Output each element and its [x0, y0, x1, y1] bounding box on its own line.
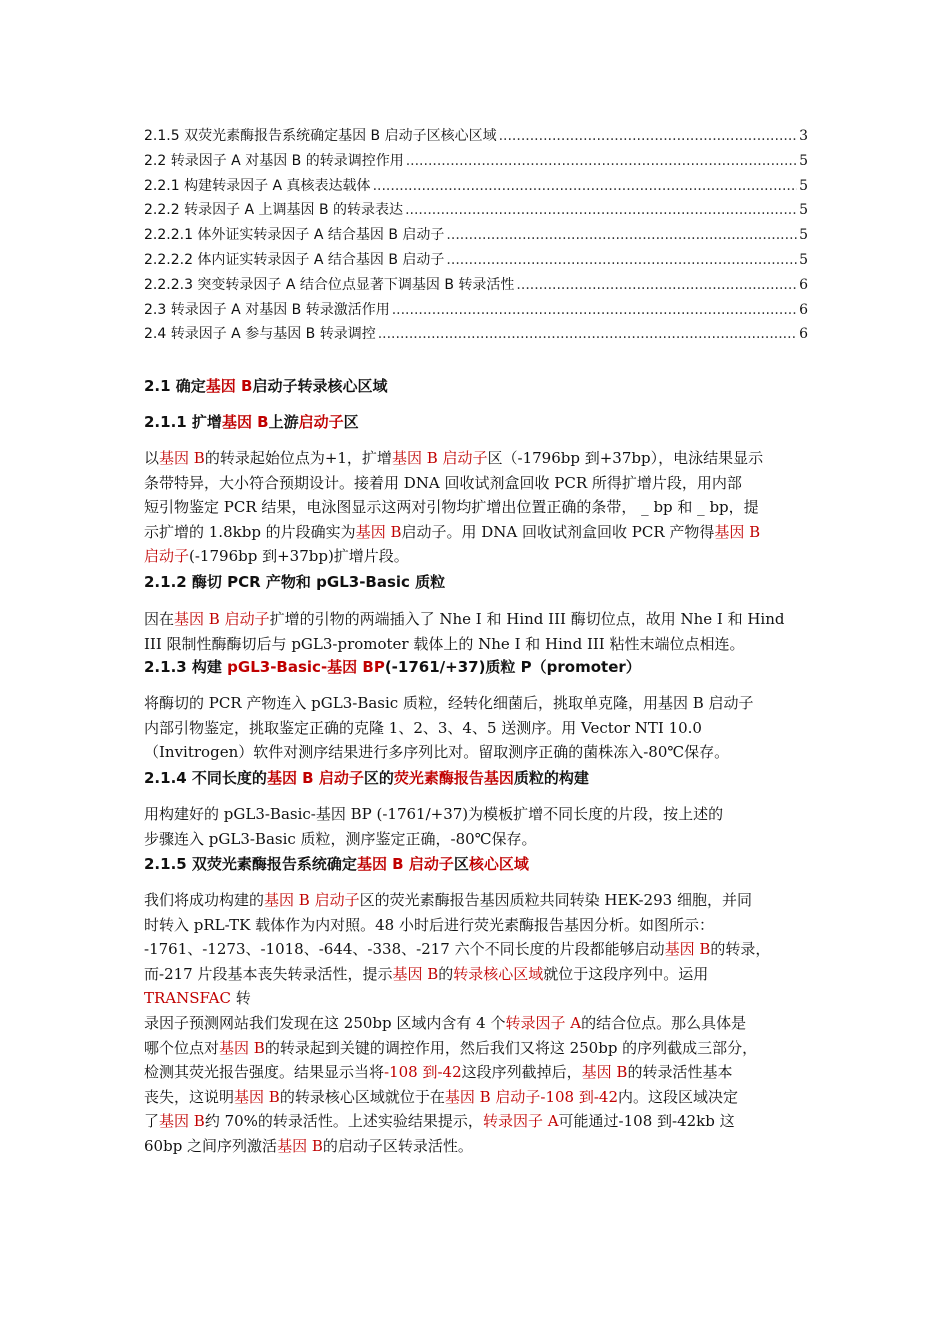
paragraph-2-1-3: 将酶切的 PCR 产物连入 pGL3-Basic 质粒，经转化细菌后，挑取单克隆，用基因 B 启动子 内部引物鉴定，挑取鉴定正确的克隆 1、2、3、4、5 送测序。用 Vector NTI 10.0 （Invitrogen）软件对测序结果进行多序列比对。留取测序正确的菌株冻入-80℃保存。 [144, 694, 754, 762]
toc-entry[interactable]: 2.2.2.3 突变转录因子 A 结合位点显著下调基因 B 转录活性 ..... 6 [144, 273, 808, 298]
toc-entry[interactable]: 2.2.2.2 体内证实转录因子 A 结合基因 B 启动子 ..... 5 [144, 248, 808, 273]
paragraph-2-1-5: 我们将成功构建的基因 B 启动子区的荧光素酶报告基因质粒共同转染 HEK-293 细胞，并同 时转入 pRL-TK 载体作为内对照。48 小时后进行荧光素酶报告基因分析。如图所示： -1761、-1273、-1018、-644、-338、-217 六个不同长度的片段都能够启动基因 B的转录， 而-217 片段基本丧失转录活性，提示基因 B的转录核心区域就位于这段序列中。运用 TRANSFAC 转 录因子预测网站我们发现在这 250bp 区域内含有 4 个转录因子 A的结合位点。那么具体是 哪个位点对基因 B的转录起到关键的调控作用，然后我们又将这 250bp 的序列截成三部分， 检测其荧光报告强度。结果显示当将-108 到-42这段序列截掉后，基因 B的转录活性基本 丧失，这说明基因 B的转录核心区域就位于在基因 B 启动子-108 到-42内。这段区域决定 了基因 B约 70%的转录活性。上述实验结果提示，转录因子 A可能通过-108 到-42kb 这 60bp 之间序列激活基因 B的启动子区转录活性。 [144, 891, 771, 1155]
toc-entry[interactable]: 2.2.2.1 体外证实转录因子 A 结合基因 B 启动子 ..... 5 [144, 223, 808, 248]
heading-2-1-4: 2.1.4 不同长度的基因 B 启动子区的荧光素酶报告基因质粒的构建 [144, 769, 589, 787]
heading-2-1: 2.1 确定基因 B启动子转录核心区域 [144, 377, 388, 395]
table-of-contents [144, 124, 808, 347]
heading-2-1-5: 2.1.5 双荧光素酶报告系统确定基因 B 启动子区核心区域 [144, 855, 529, 873]
toc-entry[interactable]: 2.2.1 构建转录因子 A 真核表达载体 ..... 5 [144, 174, 808, 199]
toc-entry[interactable]: 2.2 转录因子 A 对基因 B 的转录调控作用 ..... 5 [144, 149, 808, 174]
paragraph-2-1-1: 以基因 B的转录起始位点为+1，扩增基因 B 启动子区（-1796bp 到+37bp），电泳结果显示 条带特异，大小符合预期设计。接着用 DNA 回收试剂盒回收 PCR 所得扩增片段，用内部 短引物鉴定 PCR 结果，电泳图显示这两对引物均扩增出位置正确的条带， _ bp 和 _ bp，提 示扩增的 1.8kbp 的片段确实为基因 B启动子。用 DNA 回收试剂盒回收 PCR 产物得基因 B 启动子(-1796bp 到+37bp)扩增片段。 [144, 449, 764, 566]
toc-entry[interactable]: 2.2.2 转录因子 A 上调基因 B 的转录表达 ..... 5 [144, 198, 808, 223]
paragraph-2-1-2: 因在基因 B 启动子扩增的引物的两端插入了 Nhe I 和 Hind III 酶切位点，故用 Nhe I 和 Hind III 限制性酶酶切后与 pGL3-promoter 载体上的 Nhe I 和 Hind III 粘性末端位点相连。 [144, 610, 785, 653]
paragraph-2-1-4: 用构建好的 pGL3-Basic-基因 BP (-1761/+37)为模板扩增不同长度的片段，按上述的 步骤连入 pGL3-Basic 质粒，测序鉴定正确，-80℃保存。 [144, 805, 724, 848]
heading-2-1-2: 2.1.2 酶切 PCR 产物和 pGL3-Basic 质粒 [144, 573, 446, 591]
toc-entry[interactable]: 2.4 转录因子 A 参与基因 B 转录调控 ..... 6 [144, 322, 808, 347]
document-page [144, 124, 808, 1155]
heading-2-1-1: 2.1.1 扩增基因 B上游启动子区 [144, 413, 359, 431]
toc-entry[interactable]: 2.1.5 双荧光素酶报告系统确定基因 B 启动子区核心区域 ..... 3 [144, 124, 808, 149]
heading-2-1-3: 2.1.3 构建 pGL3-Basic-基因 BP(-1761/+37)质粒 P（promoter） [144, 658, 641, 676]
toc-entry[interactable]: 2.3 转录因子 A 对基因 B 转录激活作用 ..... 6 [144, 298, 808, 323]
